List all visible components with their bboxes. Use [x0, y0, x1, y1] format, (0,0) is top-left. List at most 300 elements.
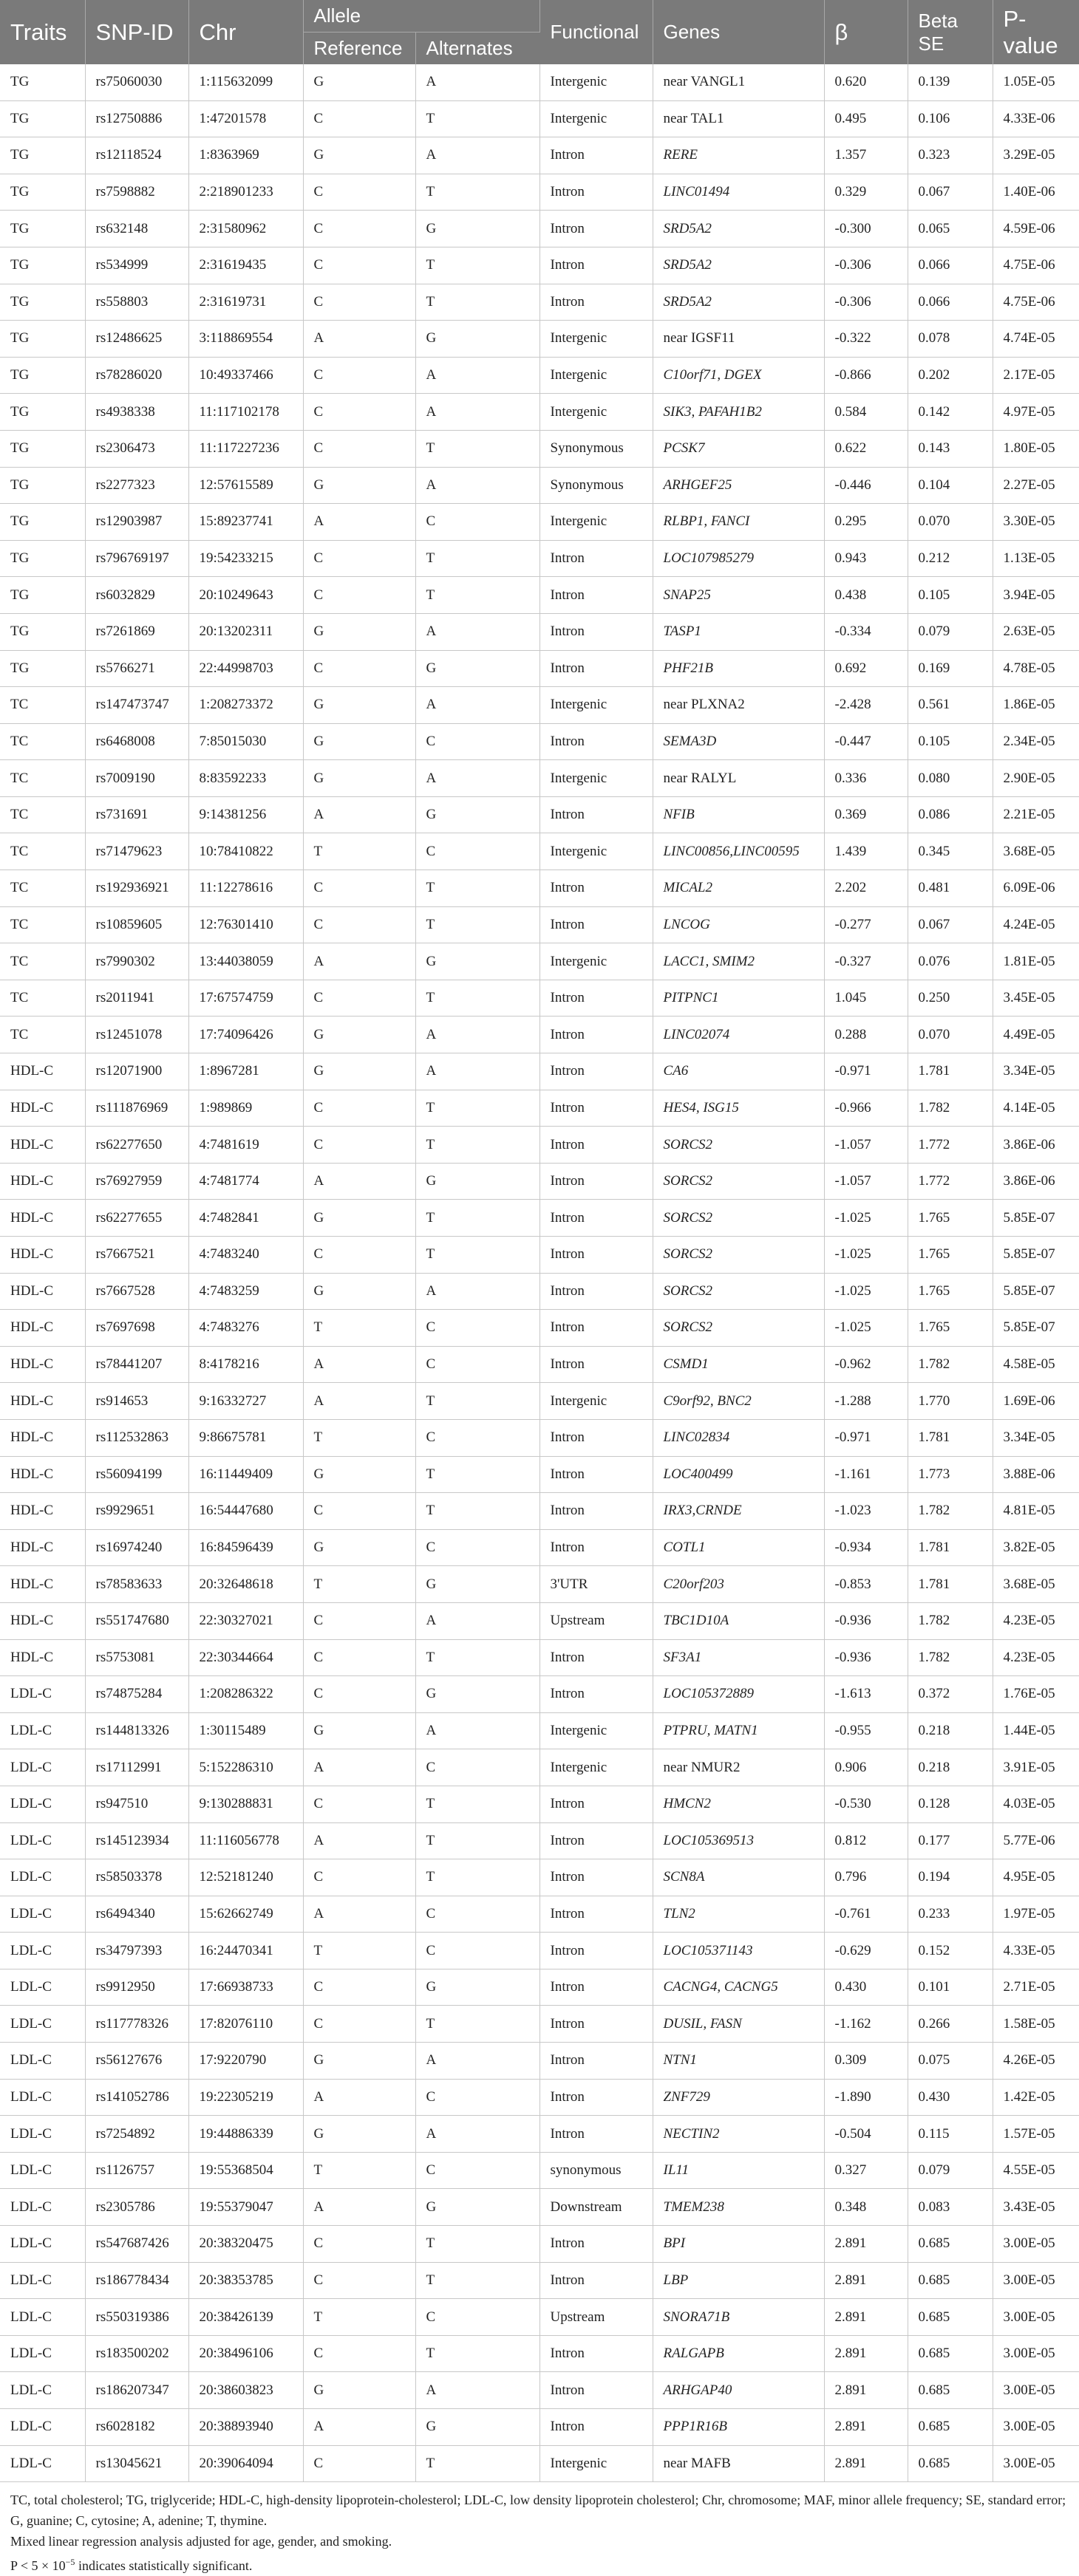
gene-cell: HES4, ISG15	[653, 1090, 824, 1127]
alternates-cell: T	[415, 174, 540, 211]
beta-cell: 2.891	[824, 2409, 908, 2446]
reference-cell: C	[303, 1786, 415, 1822]
trait-cell: LDL-C	[0, 1712, 85, 1749]
beta-se-cell: 0.169	[908, 650, 993, 687]
beta-se-cell: 0.086	[908, 796, 993, 833]
alternates-cell: A	[415, 2372, 540, 2409]
beta-se-cell: 0.233	[908, 1896, 993, 1933]
beta-cell: -1.288	[824, 1383, 908, 1420]
alternates-cell: T	[415, 1493, 540, 1530]
reference-cell: G	[303, 137, 415, 174]
beta-se-cell: 0.080	[908, 760, 993, 797]
beta-cell: -1.025	[824, 1273, 908, 1310]
table-row	[0, 174, 1079, 211]
p-value-cell: 3.88E-06	[993, 1456, 1079, 1493]
beta-se-cell: 0.067	[908, 906, 993, 943]
trait-cell: TC	[0, 1017, 85, 1053]
beta-cell: 0.369	[824, 796, 908, 833]
p-value-cell: 3.82E-05	[993, 1529, 1079, 1566]
p-value-cell: 1.57E-05	[993, 2116, 1079, 2153]
trait-cell: HDL-C	[0, 1529, 85, 1566]
table-row	[0, 1712, 1079, 1749]
alternates-cell: A	[415, 64, 540, 100]
p-value-cell: 3.34E-05	[993, 1419, 1079, 1456]
beta-se-cell: 0.481	[908, 870, 993, 907]
functional-cell: Intron	[540, 613, 653, 650]
functional-cell: Intron	[540, 2409, 653, 2446]
gene-cell: PCSK7	[653, 430, 824, 467]
functional-cell: 3'UTR	[540, 1566, 653, 1603]
beta-se-cell: 0.194	[908, 1859, 993, 1896]
gene-cell: near IGSF11	[653, 321, 824, 358]
beta-cell: 2.202	[824, 870, 908, 907]
functional-cell: Intron	[540, 1859, 653, 1896]
functional-cell: Intergenic	[540, 394, 653, 431]
beta-se-cell: 1.765	[908, 1237, 993, 1274]
table-row	[0, 504, 1079, 541]
beta-se-cell: 1.781	[908, 1529, 993, 1566]
table-row	[0, 1383, 1079, 1420]
snp-id-cell: rs75060030	[85, 64, 188, 100]
alternates-cell: T	[415, 2226, 540, 2263]
table-row	[0, 2299, 1079, 2336]
header-allele: Allele	[303, 0, 540, 33]
p-value-cell: 3.94E-05	[993, 577, 1079, 614]
alternates-cell: C	[415, 1896, 540, 1933]
p-value-cell: 3.86E-06	[993, 1163, 1079, 1200]
functional-cell: Synonymous	[540, 467, 653, 504]
p-value-cell: 1.81E-05	[993, 943, 1079, 980]
alternates-cell: G	[415, 211, 540, 247]
trait-cell: HDL-C	[0, 1273, 85, 1310]
beta-cell: 0.622	[824, 430, 908, 467]
alternates-cell: A	[415, 2116, 540, 2153]
gene-cell: NFIB	[653, 796, 824, 833]
snp-id-cell: rs947510	[85, 1786, 188, 1822]
alternates-cell: A	[415, 613, 540, 650]
trait-cell: LDL-C	[0, 2409, 85, 2446]
reference-cell: A	[303, 1383, 415, 1420]
snp-id-cell: rs7261869	[85, 613, 188, 650]
snp-id-cell: rs796769197	[85, 540, 188, 577]
table-row	[0, 1017, 1079, 1053]
functional-cell: Intron	[540, 870, 653, 907]
beta-se-cell: 0.070	[908, 1017, 993, 1053]
trait-cell: TC	[0, 870, 85, 907]
table-row	[0, 2409, 1079, 2446]
p-value-cell: 2.17E-05	[993, 357, 1079, 394]
reference-cell: C	[303, 1969, 415, 2006]
alternates-cell: G	[415, 1566, 540, 1603]
snp-id-cell: rs1126757	[85, 2152, 188, 2189]
p-value-cell: 1.05E-05	[993, 64, 1079, 100]
reference-cell: A	[303, 2079, 415, 2116]
beta-cell: -0.446	[824, 467, 908, 504]
reference-cell: A	[303, 1822, 415, 1859]
chr-cell: 2:31580962	[188, 211, 303, 247]
table-row	[0, 1237, 1079, 1274]
beta-se-cell: 0.065	[908, 211, 993, 247]
table-row	[0, 833, 1079, 870]
reference-cell: T	[303, 1419, 415, 1456]
chr-cell: 22:44998703	[188, 650, 303, 687]
trait-cell: TG	[0, 284, 85, 321]
reference-cell: C	[303, 100, 415, 137]
beta-cell: 1.357	[824, 137, 908, 174]
p-value-cell: 3.00E-05	[993, 2262, 1079, 2299]
reference-cell: G	[303, 2116, 415, 2153]
functional-cell: Intergenic	[540, 321, 653, 358]
beta-cell: -0.962	[824, 1346, 908, 1383]
snp-id-cell: rs78583633	[85, 1566, 188, 1603]
p-value-cell: 2.71E-05	[993, 1969, 1079, 2006]
beta-cell: -1.025	[824, 1310, 908, 1347]
beta-cell: -0.936	[824, 1602, 908, 1639]
beta-cell: 0.620	[824, 64, 908, 100]
gene-cell: SRD5A2	[653, 247, 824, 284]
reference-cell: T	[303, 833, 415, 870]
reference-cell: C	[303, 430, 415, 467]
chr-cell: 16:24470341	[188, 1933, 303, 1969]
p-value-cell: 3.00E-05	[993, 2299, 1079, 2336]
functional-cell: Intron	[540, 577, 653, 614]
table-row	[0, 2116, 1079, 2153]
functional-cell: Intron	[540, 1053, 653, 1090]
p-value-cell: 1.86E-05	[993, 687, 1079, 724]
beta-se-cell: 0.079	[908, 613, 993, 650]
functional-cell: Intron	[540, 211, 653, 247]
table-row	[0, 1419, 1079, 1456]
footnote-sig-exponent: −5	[65, 2557, 75, 2568]
trait-cell: LDL-C	[0, 2372, 85, 2409]
reference-cell: G	[303, 1456, 415, 1493]
beta-cell: -2.428	[824, 687, 908, 724]
trait-cell: HDL-C	[0, 1602, 85, 1639]
alternates-cell: G	[415, 650, 540, 687]
snp-id-cell: rs62277655	[85, 1200, 188, 1237]
functional-cell: Intron	[540, 1933, 653, 1969]
beta-cell: -0.306	[824, 247, 908, 284]
reference-cell: A	[303, 796, 415, 833]
reference-cell: A	[303, 1346, 415, 1383]
functional-cell: Intron	[540, 2079, 653, 2116]
chr-cell: 4:7481774	[188, 1163, 303, 1200]
gene-cell: PTPRU, MATN1	[653, 1712, 824, 1749]
snp-id-cell: rs186207347	[85, 2372, 188, 2409]
beta-cell: -1.162	[824, 2006, 908, 2043]
functional-cell: Intron	[540, 723, 653, 760]
table-row	[0, 1273, 1079, 1310]
snp-id-cell: rs6494340	[85, 1896, 188, 1933]
table-row	[0, 1896, 1079, 1933]
trait-cell: HDL-C	[0, 1310, 85, 1347]
functional-cell: Intron	[540, 1273, 653, 1310]
p-value-cell: 4.58E-05	[993, 1346, 1079, 1383]
reference-cell: A	[303, 2189, 415, 2226]
beta-se-cell: 0.430	[908, 2079, 993, 2116]
trait-cell: HDL-C	[0, 1346, 85, 1383]
alternates-cell: A	[415, 1273, 540, 1310]
beta-se-cell: 0.218	[908, 1712, 993, 1749]
p-value-cell: 4.78E-05	[993, 650, 1079, 687]
beta-cell: -0.277	[824, 906, 908, 943]
alternates-cell: A	[415, 394, 540, 431]
gene-cell: LINC02074	[653, 1017, 824, 1053]
chr-cell: 16:11449409	[188, 1456, 303, 1493]
reference-cell: A	[303, 2409, 415, 2446]
beta-cell: 0.943	[824, 540, 908, 577]
gene-cell: CA6	[653, 1053, 824, 1090]
table-row	[0, 980, 1079, 1017]
reference-cell: C	[303, 357, 415, 394]
functional-cell: Intron	[540, 1639, 653, 1676]
trait-cell: TG	[0, 357, 85, 394]
beta-cell: 0.438	[824, 577, 908, 614]
trait-cell: HDL-C	[0, 1566, 85, 1603]
trait-cell: TG	[0, 467, 85, 504]
table-row	[0, 760, 1079, 797]
chr-cell: 2:218901233	[188, 174, 303, 211]
beta-se-cell: 0.685	[908, 2335, 993, 2372]
chr-cell: 12:52181240	[188, 1859, 303, 1896]
alternates-cell: C	[415, 504, 540, 541]
beta-cell: -0.936	[824, 1639, 908, 1676]
gene-cell: SORCS2	[653, 1237, 824, 1274]
reference-cell: C	[303, 650, 415, 687]
alternates-cell: T	[415, 284, 540, 321]
beta-cell: -0.334	[824, 613, 908, 650]
table-row	[0, 284, 1079, 321]
chr-cell: 12:57615589	[188, 467, 303, 504]
trait-cell: TC	[0, 796, 85, 833]
trait-cell: HDL-C	[0, 1419, 85, 1456]
header-functional: Functional	[540, 0, 653, 64]
table-row	[0, 2226, 1079, 2263]
beta-se-cell: 1.772	[908, 1163, 993, 1200]
table-row	[0, 1749, 1079, 1786]
beta-se-cell: 1.782	[908, 1639, 993, 1676]
beta-cell: -0.971	[824, 1053, 908, 1090]
snp-id-cell: rs12451078	[85, 1017, 188, 1053]
p-value-cell: 1.97E-05	[993, 1896, 1079, 1933]
snp-id-cell: rs5753081	[85, 1639, 188, 1676]
snp-id-cell: rs12903987	[85, 504, 188, 541]
trait-cell: TG	[0, 100, 85, 137]
p-value-cell: 4.49E-05	[993, 1017, 1079, 1053]
alternates-cell: C	[415, 1346, 540, 1383]
chr-cell: 1:8967281	[188, 1053, 303, 1090]
reference-cell: A	[303, 504, 415, 541]
alternates-cell: T	[415, 870, 540, 907]
trait-cell: TG	[0, 430, 85, 467]
functional-cell: Intron	[540, 2335, 653, 2372]
trait-cell: TC	[0, 687, 85, 724]
table-row	[0, 1859, 1079, 1896]
table-row	[0, 1933, 1079, 1969]
trait-cell: HDL-C	[0, 1456, 85, 1493]
reference-cell: A	[303, 943, 415, 980]
p-value-cell: 6.09E-06	[993, 870, 1079, 907]
beta-se-cell: 1.781	[908, 1053, 993, 1090]
reference-cell: T	[303, 2299, 415, 2336]
chr-cell: 15:62662749	[188, 1896, 303, 1933]
gene-cell: SF3A1	[653, 1639, 824, 1676]
footnote-model: Mixed linear regression analysis adjusted for age, gender, and smoking.	[10, 2534, 392, 2549]
beta-cell: -0.530	[824, 1786, 908, 1822]
reference-cell: T	[303, 1310, 415, 1347]
alternates-cell: T	[415, 1200, 540, 1237]
snp-id-cell: rs2011941	[85, 980, 188, 1017]
table-row	[0, 540, 1079, 577]
header-chr: Chr	[188, 0, 303, 64]
table-row	[0, 1163, 1079, 1200]
reference-cell: C	[303, 2006, 415, 2043]
snp-id-cell: rs558803	[85, 284, 188, 321]
chr-cell: 11:116056778	[188, 1822, 303, 1859]
chr-cell: 4:7483276	[188, 1310, 303, 1347]
trait-cell: HDL-C	[0, 1639, 85, 1676]
beta-cell: 0.295	[824, 504, 908, 541]
gene-cell: RERE	[653, 137, 824, 174]
beta-cell: -1.613	[824, 1676, 908, 1713]
reference-cell: C	[303, 1676, 415, 1713]
beta-se-cell: 0.685	[908, 2445, 993, 2482]
chr-cell: 4:7483259	[188, 1273, 303, 1310]
chr-cell: 16:54447680	[188, 1493, 303, 1530]
functional-cell: Intron	[540, 1896, 653, 1933]
gene-cell: TMEM238	[653, 2189, 824, 2226]
beta-se-cell: 0.115	[908, 2116, 993, 2153]
trait-cell: TC	[0, 833, 85, 870]
beta-cell: -0.629	[824, 1933, 908, 1969]
gene-cell: SEMA3D	[653, 723, 824, 760]
beta-se-cell: 0.139	[908, 64, 993, 100]
snp-id-cell: rs192936921	[85, 870, 188, 907]
beta-se-cell: 0.212	[908, 540, 993, 577]
footnote-abbreviations: TC, total cholesterol; TG, triglyceride; HDL-C, high-density lipoprotein-cholesterol; LDL-C, low density lipoprotein cholesterol; Chr, chromosome; MAF, minor allele frequency; SE, standard error; G, guanine; C, cytosine; A, adenine; T, thymine.	[10, 2493, 1066, 2529]
snp-id-cell: rs183500202	[85, 2335, 188, 2372]
gene-cell: PPP1R16B	[653, 2409, 824, 2446]
functional-cell: Intron	[540, 174, 653, 211]
alternates-cell: T	[415, 100, 540, 137]
functional-cell: Intergenic	[540, 2445, 653, 2482]
gene-cell: LNCOG	[653, 906, 824, 943]
gene-cell: C9orf92, BNC2	[653, 1383, 824, 1420]
functional-cell: Intron	[540, 2043, 653, 2080]
beta-cell: 0.906	[824, 1749, 908, 1786]
snp-id-cell: rs4938338	[85, 394, 188, 431]
table-row	[0, 2006, 1079, 2043]
p-value-cell: 1.58E-05	[993, 2006, 1079, 2043]
gene-cell: RLBP1, FANCI	[653, 504, 824, 541]
snp-id-cell: rs547687426	[85, 2226, 188, 2263]
chr-cell: 9:86675781	[188, 1419, 303, 1456]
chr-cell: 5:152286310	[188, 1749, 303, 1786]
beta-se-cell: 0.083	[908, 2189, 993, 2226]
beta-cell: -1.057	[824, 1163, 908, 1200]
trait-cell: LDL-C	[0, 2445, 85, 2482]
alternates-cell: G	[415, 796, 540, 833]
alternates-cell: T	[415, 1237, 540, 1274]
gene-cell: ARHGAP40	[653, 2372, 824, 2409]
beta-cell: -0.300	[824, 211, 908, 247]
beta-se-cell: 0.106	[908, 100, 993, 137]
beta-se-cell: 0.218	[908, 1749, 993, 1786]
table-row	[0, 687, 1079, 724]
header-genes: Genes	[653, 0, 824, 64]
chr-cell: 15:89237741	[188, 504, 303, 541]
alternates-cell: T	[415, 2445, 540, 2482]
reference-cell: G	[303, 2372, 415, 2409]
functional-cell: Intron	[540, 1310, 653, 1347]
table-row	[0, 2043, 1079, 2080]
trait-cell: LDL-C	[0, 1933, 85, 1969]
beta-cell: -0.447	[824, 723, 908, 760]
p-value-cell: 4.26E-05	[993, 2043, 1079, 2080]
alternates-cell: C	[415, 2152, 540, 2189]
snp-id-cell: rs74875284	[85, 1676, 188, 1713]
header-beta-se: Beta SE	[908, 0, 993, 64]
p-value-cell: 4.75E-06	[993, 284, 1079, 321]
snp-id-cell: rs914653	[85, 1383, 188, 1420]
reference-cell: A	[303, 1749, 415, 1786]
reference-cell: C	[303, 247, 415, 284]
beta-se-cell: 0.079	[908, 2152, 993, 2189]
table-row	[0, 137, 1079, 174]
trait-cell: TG	[0, 613, 85, 650]
snp-id-cell: rs5766271	[85, 650, 188, 687]
trait-cell: HDL-C	[0, 1053, 85, 1090]
beta-cell: -1.023	[824, 1493, 908, 1530]
gene-cell: C10orf71, DGEX	[653, 357, 824, 394]
alternates-cell: G	[415, 1676, 540, 1713]
chr-cell: 1:989869	[188, 1090, 303, 1127]
functional-cell: Upstream	[540, 2299, 653, 2336]
reference-cell: C	[303, 1639, 415, 1676]
table-row	[0, 870, 1079, 907]
trait-cell: LDL-C	[0, 2116, 85, 2153]
beta-cell: -0.966	[824, 1090, 908, 1127]
reference-cell: C	[303, 284, 415, 321]
chr-cell: 2:31619731	[188, 284, 303, 321]
gene-cell: LOC400499	[653, 1456, 824, 1493]
table-row	[0, 723, 1079, 760]
functional-cell: Intron	[540, 540, 653, 577]
trait-cell: LDL-C	[0, 1676, 85, 1713]
reference-cell: G	[303, 1273, 415, 1310]
functional-cell: Intron	[540, 1017, 653, 1053]
table-row	[0, 321, 1079, 358]
beta-cell: 2.891	[824, 2335, 908, 2372]
p-value-cell: 3.29E-05	[993, 137, 1079, 174]
beta-se-cell: 0.372	[908, 1676, 993, 1713]
beta-se-cell: 0.105	[908, 577, 993, 614]
table-row	[0, 100, 1079, 137]
trait-cell: HDL-C	[0, 1200, 85, 1237]
trait-cell: HDL-C	[0, 1383, 85, 1420]
reference-cell: G	[303, 687, 415, 724]
alternates-cell: A	[415, 137, 540, 174]
gene-cell: ZNF729	[653, 2079, 824, 2116]
functional-cell: Intergenic	[540, 357, 653, 394]
p-value-cell: 5.85E-07	[993, 1310, 1079, 1347]
beta-se-cell: 0.075	[908, 2043, 993, 2080]
functional-cell: Intron	[540, 284, 653, 321]
reference-cell: C	[303, 906, 415, 943]
beta-se-cell: 0.177	[908, 1822, 993, 1859]
alternates-cell: T	[415, 577, 540, 614]
snp-id-cell: rs7667528	[85, 1273, 188, 1310]
